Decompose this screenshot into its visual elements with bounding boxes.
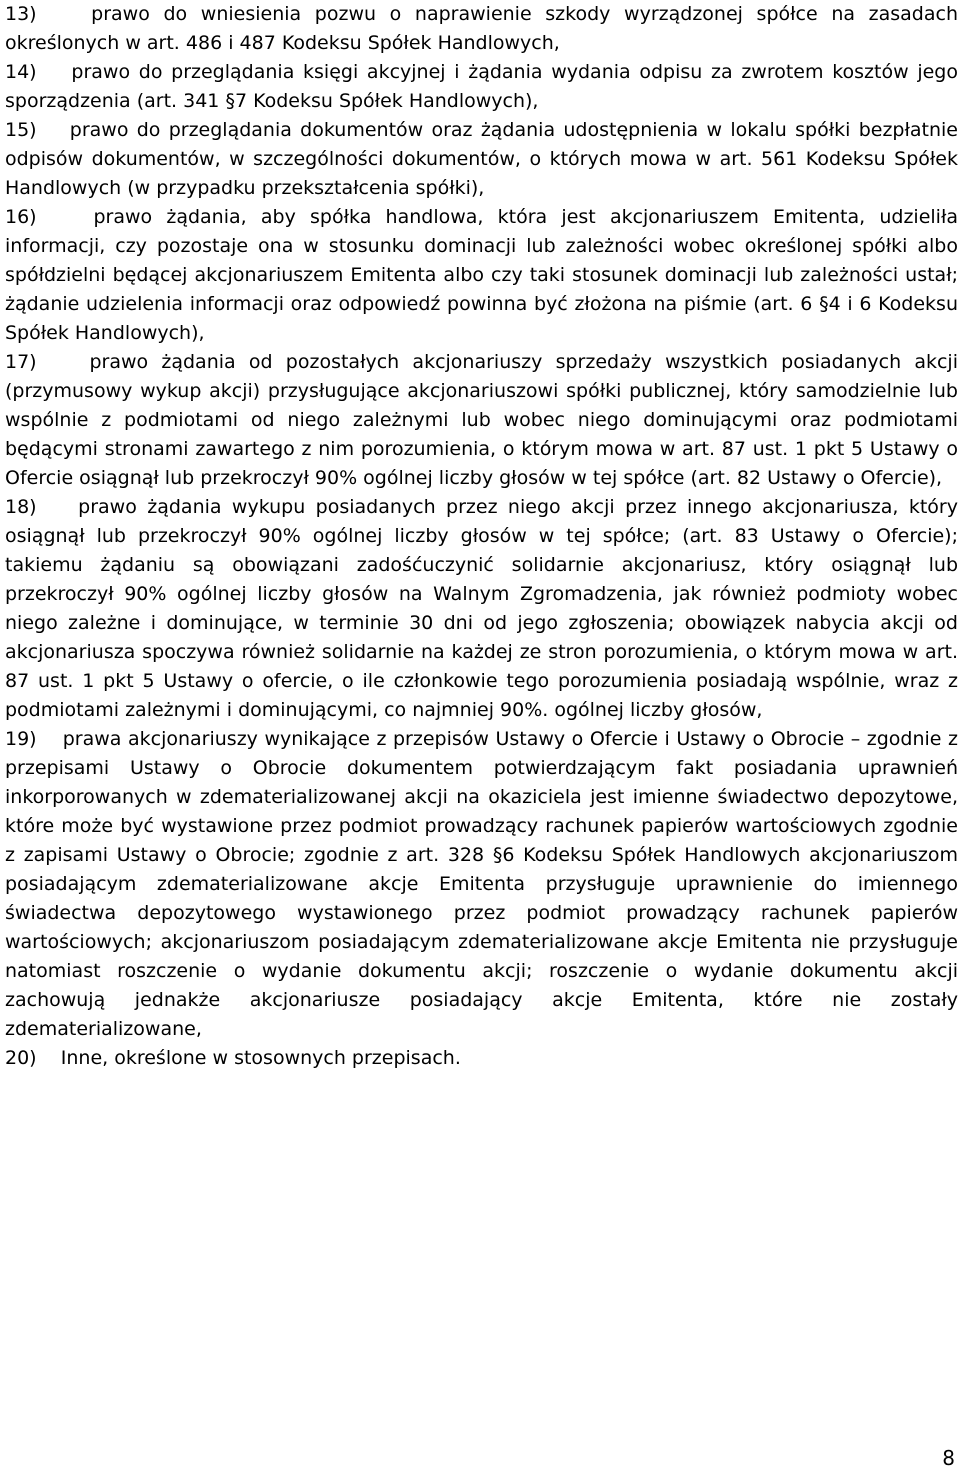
item-text: prawo żądania wykupu posiadanych przez niego akcji przez innego akcjonariusza, który osiągnął lub przekroczył 90% ogólnej liczby głosów w tej spółce; (art. 83 Ustawy o Ofercie); takiemu żądaniu są obowiązani zadośćuczynić solidarnie akcjonariusz, który osiągnął lub przekroczył 90% ogólnej liczby głosów na Walnym Zgromadzenia, jak również podmioty wobec niego zależne i dominujące, w terminie 30 dni od jego zgłoszenia; obowiązek nabycia akcji od akcjonariusza spoczywa również solidarnie na każdej ze stron porozumienia, o którym mowa w art. 87 ust. 1 pkt 5 Ustawy o ofercie, o ile członkowie tego porozumienia posiadają wspólnie, wraz z podmiotami zależnymi i dominującymi, co najmniej 90%. ogólnej liczby głosów,	[5, 496, 958, 721]
list-item-19	[5, 725, 958, 1044]
list-item-14	[5, 58, 958, 116]
item-text: prawa akcjonariuszy wynikające z przepisów Ustawy o Ofercie i Ustawy o Obrocie – zgodnie z przepisami Ustawy o Obrocie dokumentem potwierdzającym fakt posiadania uprawnień inkorporowanych w zdematerializowanej akcji na okaziciela jest imienne świadectwo depozytowe, które może być wystawione przez podmiot prowadzący rachunek papierów wartościowych zgodnie z zapisami Ustawy o Obrocie; zgodnie z art. 328 §6 Kodeksu Spółek Handlowych akcjonariuszom posiadającym zdematerializowane akcje Emitenta przysługuje uprawnienie do imiennego świadectwa depozytowego wystawionego przez podmiot prowadzący rachunek papierów wartościowych; akcjonariuszom posiadającym zdematerializowane akcje Emitenta nie przysługuje natomiast roszczenie o wydanie dokumentu akcji; roszczenie o wydanie dokumentu akcji zachowują jednakże akcjonariusze posiadający akcje Emitenta, które nie zostały zdematerializowane,	[5, 728, 958, 1040]
item-text: Inne, określone w stosownych przepisach.	[60, 1047, 461, 1069]
item-number: 18)	[5, 496, 37, 518]
item-number: 14)	[5, 61, 37, 83]
item-number: 16)	[5, 206, 37, 228]
item-number: 17)	[5, 351, 37, 373]
list-item-16	[5, 203, 958, 348]
item-text: prawo żądania od pozostałych akcjonariuszy sprzedaży wszystkich posiadanych akcji (przymusowy wykup akcji) przysługujące akcjonariuszowi spółki publicznej, który samodzielnie lub wspólnie z podmiotami od niego zależnymi lub wobec niego dominującymi oraz podmiotami będącymi stronami zawartego z nim porozumienia, o którym mowa w art. 87 ust. 1 pkt 5 Ustawy o Ofercie osiągnął lub przekroczył 90% ogólnej liczby głosów w tej spółce (art. 82 Ustawy o Ofercie),	[5, 351, 958, 489]
item-number: 15)	[5, 119, 37, 141]
list-item-15	[5, 116, 958, 203]
list-item-20	[5, 1044, 958, 1073]
list-item-13	[5, 0, 958, 58]
item-number: 20)	[5, 1047, 37, 1069]
item-text: prawo do przeglądania dokumentów oraz żądania udostępnienia w lokalu spółki bezpłatnie odpisów dokumentów, w szczególności dokumentów, o których mowa w art. 561 Kodeksu Spółek Handlowych (w przypadku przekształcenia spółki),	[5, 119, 958, 199]
list-item-17	[5, 348, 958, 493]
item-text: prawo do przeglądania księgi akcyjnej i żądania wydania odpisu za zwrotem kosztów jego sporządzenia (art. 341 §7 Kodeksu Spółek Handlowych),	[5, 61, 958, 112]
item-text: prawo żądania, aby spółka handlowa, która jest akcjonariuszem Emitenta, udzieliła informacji, czy pozostaje ona w stosunku dominacji lub zależności wobec określonej spółki albo spółdzielni będącej akcjonariuszem Emitenta albo czy taki stosunek dominacji lub zależności ustał; żądanie udzielenia informacji oraz odpowiedź powinna być złożona na piśmie (art. 6 §4 i 6 Kodeksu Spółek Handlowych),	[5, 206, 958, 344]
list-item-18	[5, 493, 958, 725]
item-number: 13)	[5, 3, 37, 25]
item-number: 19)	[5, 728, 37, 750]
document-page	[5, 0, 958, 1073]
page-number: 8	[942, 1446, 955, 1470]
item-text: prawo do wniesienia pozwu o naprawienie szkody wyrządzonej spółce na zasadach określonych w art. 486 i 487 Kodeksu Spółek Handlowych,	[5, 3, 958, 54]
